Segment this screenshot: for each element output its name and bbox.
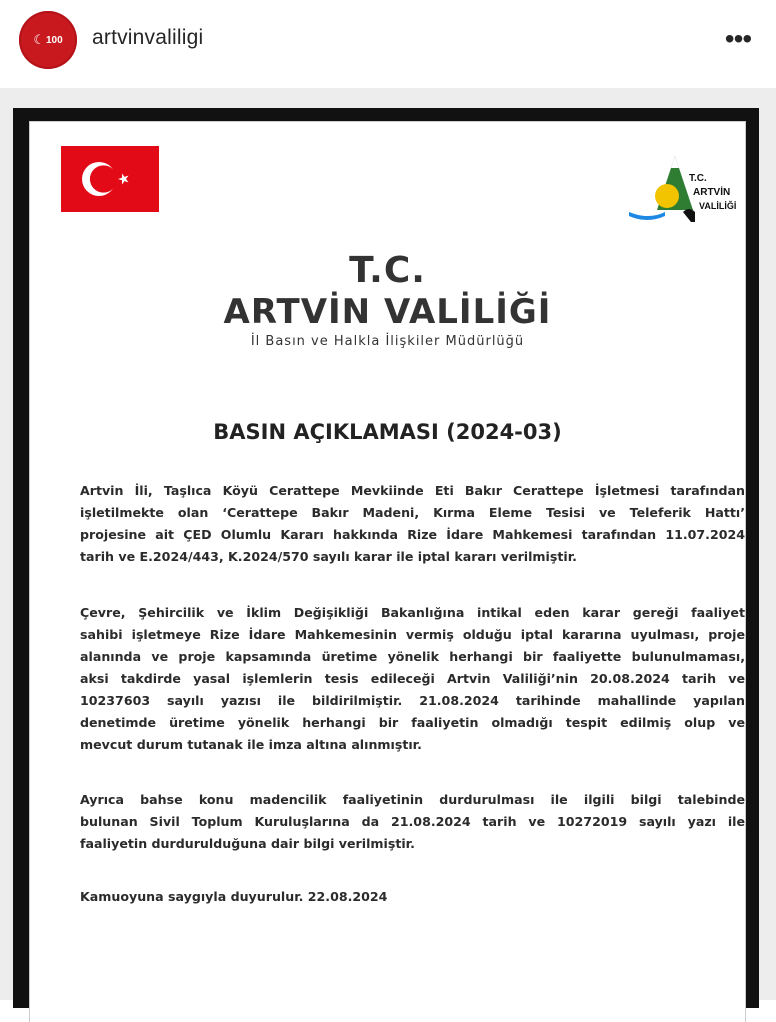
post-image[interactable] — [0, 88, 776, 1000]
logo-tc-text: T.C. — [689, 173, 707, 184]
paragraph-line: mevcut durum tutanak ile imza altına alınmıştır. — [80, 737, 422, 752]
turkish-flag-icon — [61, 146, 159, 212]
press-release-document — [30, 122, 745, 1022]
paragraph-line: işletilmekte olan ‘Cerattepe Bakır Madeni, Kırma Eleme Tesisi ve Teleferik Hattı’ — [80, 505, 745, 520]
post-header — [0, 0, 776, 84]
paragraph-1 — [80, 480, 745, 568]
paragraph-line: Artvin İli, Taşlıca Köyü Cerattepe Mevkiinde Eti Bakır Cerattepe İşletmesi tarafından — [80, 483, 745, 498]
paragraph-3 — [80, 789, 745, 855]
crescent-star-icon: ☾ — [33, 32, 45, 47]
more-options-button[interactable] — [718, 22, 758, 56]
paragraph-line: alanında ve proje kapsamında üretime yönelik herhangi bir faaliyette bulunulmaması, — [80, 649, 745, 664]
paragraph-line: 10237603 sayılı yazısı ile bildirilmiştir. 21.08.2024 tarihinde mahallinde yapılan — [80, 693, 745, 708]
paragraph-2 — [80, 602, 745, 756]
paragraph-line: projesine ait ÇED Olumlu Kararı hakkında Rize İdare Mahkemesi tarafından 11.07.2024 — [80, 527, 745, 542]
logo-sub-text: VALİLİĞİ — [699, 201, 737, 211]
paragraph-line: faaliyetin durdurulduğuna dair bilgi verilmiştir. — [80, 836, 415, 851]
avatar[interactable] — [19, 11, 77, 69]
paragraph-line: sahibi işletmeye Rize İdare Mahkemesinin vermiş olduğu iptal kararına uyulması, proje — [80, 627, 745, 642]
header-subunit: İl Basın ve Halkla İlişkiler Müdürlüğü — [250, 334, 525, 349]
more-horizontal-icon: ••• — [724, 23, 752, 54]
paragraph-line: Ayrıca bahse konu madencilik faaliyetinin durdurulması ile ilgili bilgi talebinde — [80, 792, 745, 807]
avatar-badge — [33, 32, 62, 48]
paragraph-line: bulunan Sivil Toplum Kuruluşlarına da 21.08.2024 tarih ve 10272019 sayılı yazı ile — [80, 814, 745, 829]
logo-name-text: ARTVİN — [693, 187, 731, 198]
document-title: BASIN AÇIKLAMASI (2024-03) — [213, 420, 562, 444]
closing-line — [80, 886, 745, 908]
header-organization: ARTVİN VALİLİĞİ — [223, 292, 552, 332]
header-tc: T.C. — [349, 250, 426, 291]
username[interactable]: artvinvaliligi — [92, 26, 204, 49]
avatar-text: 100 — [45, 34, 63, 46]
paragraph-line: tarih ve E.2024/443, K.2024/570 sayılı karar ile iptal kararı verilmiştir. — [80, 549, 577, 564]
document-frame — [13, 108, 759, 1008]
paragraph-line: Çevre, Şehircilik ve İklim Değişikliği Bakanlığına intikal eden karar gereği faaliyet — [80, 605, 745, 620]
paragraph-line: Kamuoyuna saygıyla duyurulur. 22.08.2024 — [80, 889, 388, 904]
paragraph-line: denetimde üretime yönelik herhangi bir faaliyetin olmadığı tespit edilmiş olup ve — [80, 715, 745, 730]
paragraph-line: aksi takdirde yasal işlemlerin tesis edileceği Artvin Valiliği’nin 20.08.2024 tarih ve — [80, 671, 745, 686]
artvin-governorship-logo — [627, 154, 739, 224]
